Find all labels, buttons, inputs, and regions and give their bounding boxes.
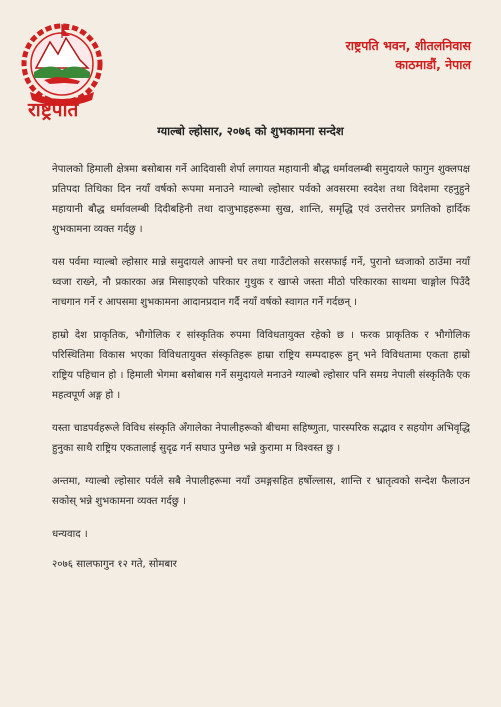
paragraph-2: यस पर्वमा ग्याल्बो ल्होसार मान्ने समुदायले आफ्नो घर तथा गाउँटोलको सरसफाई गर्ने, पुरानो ध्वजाको ठाउँमा नयाँ ध्वजा राख्ने, नौ प्रकारका अन्न मिसाइएको परिकार गुथुक र खाप्से जस्ता मीठो परिकारका साथमा चाङ्गोल पिउँदै नाचगान गर्ने र आपसमा शुभकामना आदानप्रदान गर्दै नयाँ वर्षको स्वागत गर्ने गर्दछन् ।: [52, 257, 470, 308]
date-line: २०७६ सालफागुन १२ गते, सोमबार: [52, 559, 177, 570]
address-block: [346, 36, 471, 74]
address-line-2: काठमाडौं, नेपाल: [395, 57, 471, 72]
paragraph-4: यस्ता चाडपर्वहरूले विविध संस्कृति अँगालेका नेपालीहरूको बीचमा सहिष्णुता, पारस्परिक सद्भाव र सहयोग अभिवृद्धि हुनुका साथै राष्ट्रिय एकतालाई सुदृढ गर्न सघाउ पुग्नेछ भन्ने कुरामा म विश्वस्त छु ।: [52, 423, 470, 454]
paragraph-1: नेपालको हिमाली क्षेत्रमा बसोबास गर्ने आदिवासी शेर्पा लगायत महायानी बौद्ध धर्मावलम्बी समुदायले फागुन शुक्लपक्ष प्रतिपदा तिथिका दिन नयाँ वर्षको रूपमा मनाउने ग्याल्बो ल्होसार पर्वको अवसरमा स्वदेश तथा विदेशमा रहनुहुने महायानी बौद्ध धर्मावलम्बी दिदीबहिनी तथा दाजुभाइहरूमा सुख, शान्ति, समृद्धि एवं उत्तरोत्तर प्रगतिको हार्दिक शुभकामना व्यक्त गर्दछु ।: [52, 164, 470, 235]
paragraph-5: अन्तमा, ग्याल्बो ल्होसार पर्वले सबै नेपालीहरूमा नयाँ उमङ्गसहित हर्षोल्लास, शान्ति र भ्रातृत्वको सन्देश फैलाउन सकोस् भन्ने शुभकामना व्यक्त गर्दछु ।: [52, 476, 470, 507]
closing-text: धन्यवाद ।: [52, 529, 88, 540]
emblem-icon: [20, 20, 104, 106]
paragraph-3: हाम्रो देश प्राकृतिक, भौगोलिक र सांस्कृतिक रुपमा विविधतायुक्त रहेको छ । फरक प्राकृतिक र भौगोलिक परिस्थितिमा विकास भएका विविधतायुक्त संस्कृतिहरू हाम्रा राष्ट्रिय सम्पदाहरू हुन् भने विविधतामा एकता हाम्रो राष्ट्रिय पहिचान हो । हिमाली भेगमा बसोबास गर्ने समुदायले मनाउने ग्याल्बो ल्होसार पनि समग्र नेपाली संस्कृतिकै एक महत्वपूर्ण अङ्ग हो ।: [52, 330, 470, 401]
address-line-1: राष्ट्रपति भवन, शीतलनिवास: [345, 38, 471, 53]
document-title: ग्याल्बो ल्होसार, २०७६ को शुभकामना सन्देश: [157, 124, 344, 138]
letter-body: [52, 160, 470, 575]
org-title: राष्ट्रपति: [28, 99, 79, 121]
